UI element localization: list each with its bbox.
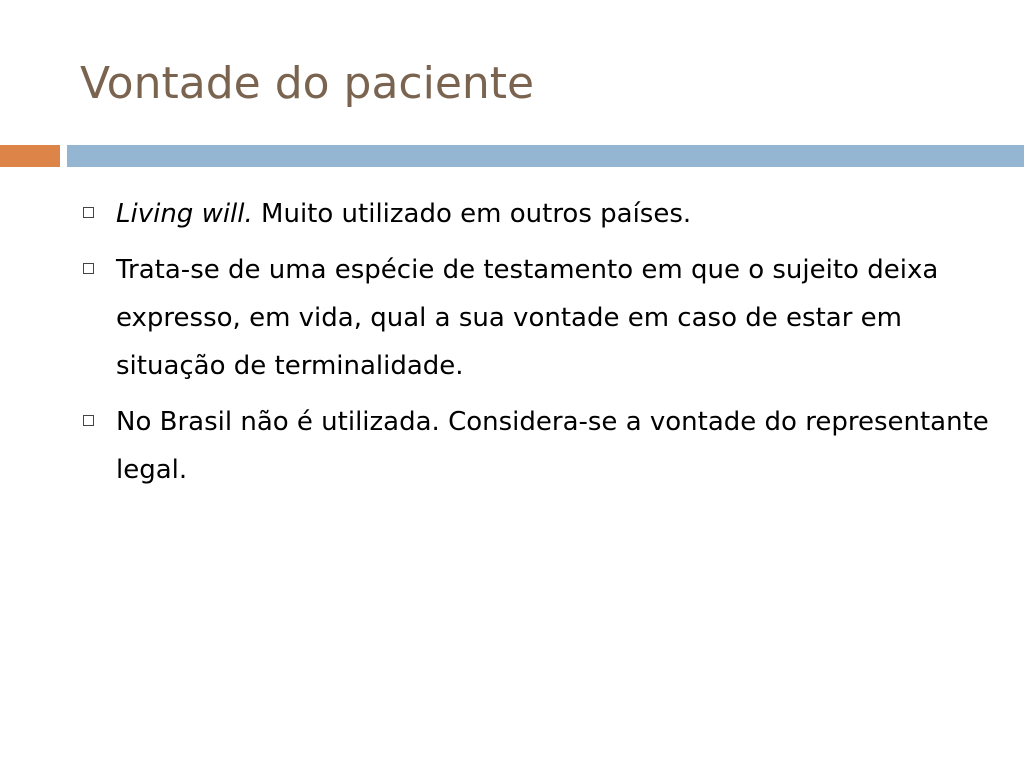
hollow-square-bullet-icon xyxy=(83,415,94,426)
bullet-italic-text: Living will. xyxy=(116,199,253,229)
hollow-square-bullet-icon xyxy=(83,263,94,274)
bullet-item xyxy=(80,398,990,494)
bullet-text: Trata-se de uma espécie de testamento em que o sujeito deixa expresso, em vida, qual a sua vontade em caso de estar em situação de terminalidade. xyxy=(116,255,939,381)
hollow-square-bullet-icon xyxy=(83,207,94,218)
accent-bar-blue xyxy=(67,145,1024,167)
accent-bar-orange xyxy=(0,145,60,167)
bullet-item xyxy=(80,246,990,390)
bullet-item xyxy=(80,190,990,238)
slide-title: Vontade do paciente xyxy=(80,58,535,109)
bullet-list xyxy=(80,190,990,502)
bullet-text: No Brasil não é utilizada. Considera-se a vontade do representante legal. xyxy=(116,407,989,485)
bullet-text: Muito utilizado em outros países. xyxy=(252,199,692,229)
